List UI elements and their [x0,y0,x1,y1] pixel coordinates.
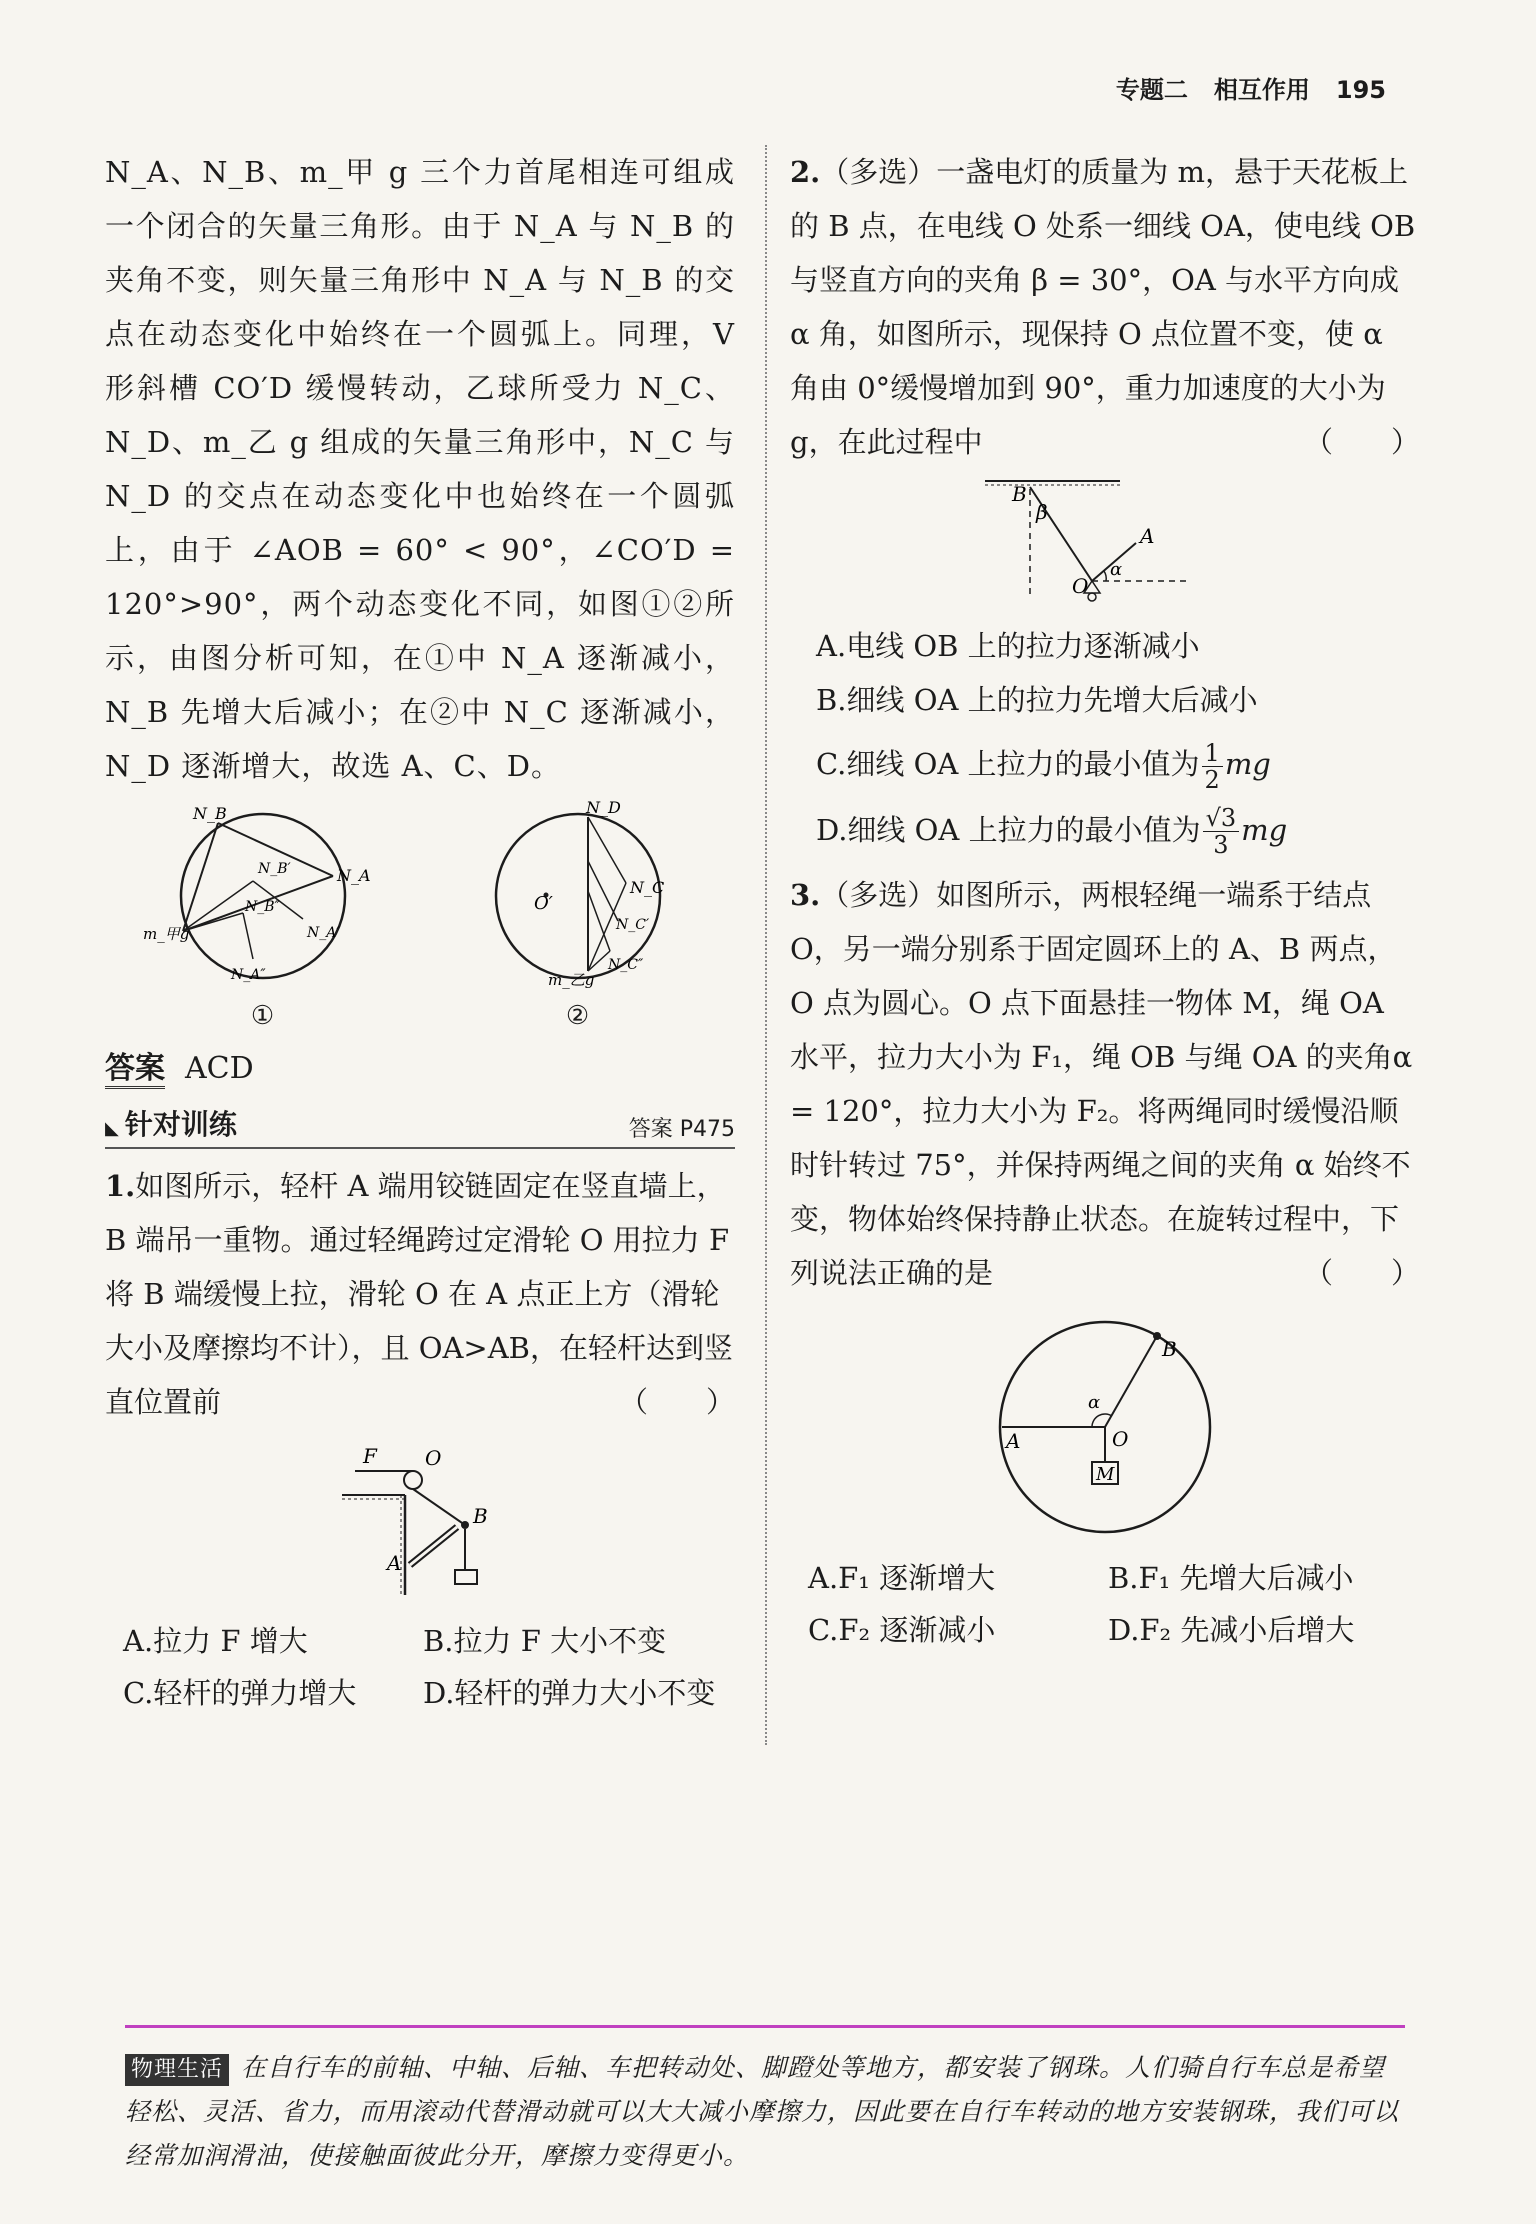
question-3 [790,868,1420,1656]
question-1-text: 如图所示，轻杆 A 端用铰链固定在竖直墙上，B 端吊一重物。通过轻绳跨过定滑轮 O 用拉力 F 将 B 端缓慢上拉，滑轮 O 在 A 点正上方（滑轮大小及摩擦均不计），且 OA>AB，在轻杆达到竖直位置前 [105,1169,733,1419]
fig2-label-nd: N_D [585,801,621,817]
question-3-option-c[interactable]: C.F₂ 逐渐减小 [808,1613,996,1647]
option-c-numerator: 1 [1202,740,1223,767]
figure-2 [458,801,698,1031]
question-1-option-d[interactable]: D.轻杆的弹力大小不变 [423,1676,716,1710]
q2-fig-label-o: O [1072,574,1089,598]
figure-1-diagram [143,801,383,1001]
answer-line [105,1043,735,1087]
question-1-option-a[interactable]: A.拉力 F 增大 [123,1624,308,1658]
fig1-label-5: N_A″ [230,967,266,983]
q1-fig-label-a: A [387,1551,402,1575]
q3-fig-label-o: O [1112,1427,1129,1451]
question-2-option-c-prefix: C.细线 OA 上拉力的最小值为 [816,747,1200,781]
right-column [790,145,1420,1656]
q3-fig-label-alpha: α [1088,1392,1101,1413]
q1-fig-label-o: O [425,1446,442,1470]
question-3-option-d[interactable]: D.F₂ 先减小后增大 [1108,1613,1355,1647]
question-3-option-b[interactable]: B.F₁ 先增大后减小 [1108,1561,1354,1595]
question-1 [105,1159,735,1719]
answer-label: 答案 [105,1051,165,1089]
fig2-label-5: N_C″ [607,957,643,973]
figure-1 [143,801,383,1031]
question-2-option-c[interactable] [816,737,1420,793]
question-2-option-b[interactable]: B.细线 OA 上的拉力先增大后减小 [816,683,1258,717]
question-2-number: 2. [790,155,821,189]
q1-fig-label-b: B [473,1504,488,1528]
question-3-options [790,1552,1420,1656]
running-header [1090,70,1386,105]
footer-tag: 物理生活 [125,2054,229,2086]
q3-fig-label-m: M [1096,1464,1115,1485]
question-2-option-d[interactable] [816,803,1420,859]
fig2-label-1: O′ [533,893,553,914]
left-column [105,145,735,1719]
question-3-text: （多选）如图所示，两根轻绳一端系于结点 O，另一端分别系于固定圆环上的 A、B 两点，O 点为圆心。O 点下面悬挂一物体 M，绳 OA 水平，拉力大小为 F₁，绳 OB 与绳 OA 的夹角α = 120°，拉力大小为 F₂。将两绳同时缓慢沿顺时针转过 75°，并保持两绳之间的夹角 α 始终不变，物体始终保持静止状态。在旋转过程中，下列说法正确的是 [790,878,1413,1290]
fig2-label-4: m_乙g [547,971,594,989]
q2-fig-label-beta: β [1036,500,1048,524]
question-1-number: 1. [105,1169,136,1203]
question-2-option-c-fraction [1202,740,1223,793]
question-1-options [105,1615,735,1719]
header-title: 相互作用 [1213,76,1310,104]
question-1-figure [105,1435,735,1615]
question-3-stem [790,868,1420,1300]
training-answer-ref: 答案 P475 [628,1117,735,1142]
question-2-stem [790,145,1420,469]
q3-fig-label-a: A [1006,1429,1021,1453]
question-1-option-b[interactable]: B.拉力 F 大小不变 [423,1624,667,1658]
question-2-figure [790,469,1420,619]
q2-fig-label-a: A [1140,524,1155,548]
fig2-label-3: N_C′ [615,917,649,933]
footer-text: 在自行车的前轴、中轴、后轴、车把转动处、脚蹬处等地方，都安装了钢珠。人们骑自行车总是希望轻松、灵活、省力，而用滚动代替滑动就可以大大减小摩擦力，因此要在自行车转动的地方安装钢珠，我们可以经常加润滑油，使接触面彼此分开，摩擦力变得更小。 [125,2053,1400,2170]
fig2-label-2: N_C [629,878,664,897]
option-c-denominator: 2 [1204,765,1220,794]
q2-fig-label-alpha: α [1110,559,1123,580]
question-3-number: 3. [790,878,821,912]
question-2-option-d-suffix: mg [1241,812,1288,847]
training-title: ◣ 针对训练 [105,1103,237,1143]
fig1-label-0: N_B [192,804,227,823]
footer-paragraph [125,2046,1405,2178]
column-divider [765,145,767,1745]
figure-2-diagram [458,801,698,1001]
header-topic: 专题二 [1115,76,1188,104]
physics-life-footer [125,2025,1405,2178]
training-header [105,1103,735,1149]
question-1-option-c[interactable]: C.轻杆的弹力增大 [123,1676,357,1710]
question-1-stem [105,1159,735,1429]
fig1-label-1: N_B′ [257,861,291,877]
figure-2-caption: ② [565,1001,590,1031]
question-2-option-a[interactable]: A.电线 OB 上的拉力逐渐减小 [816,629,1200,663]
option-d-numerator: √3 [1203,805,1240,832]
question-2-options [790,619,1420,858]
question-2-paren: （ ） [1303,425,1420,459]
question-2-option-d-fraction [1203,805,1240,858]
question-2-option-c-suffix: mg [1224,747,1271,781]
question-3-paren: （ ） [1303,1256,1420,1290]
fig1-label-6: N_A′ [306,925,340,941]
question-2-option-d-prefix: D.细线 OA 上拉力的最小值为 [816,812,1201,847]
q2-fig-label-b: B [1012,482,1027,506]
question-3-figure [790,1312,1420,1552]
solution-text: N_A、N_B、m_甲 g 三个力首尾相连可组成一个闭合的矢量三角形。由于 N_A 与 N_B 的夹角不变，则矢量三角形中 N_A 与 N_B 的交点在动态变化中始终在一个圆弧上。同理，V 形斜槽 CO′D 缓慢转动，乙球所受力 N_C、N_D、m_乙 g 组成的矢量三角形中，N_C 与 N_D 的交点在动态变化中也始终在一个圆弧上，由于 ∠AOB = 60° < 90°，∠CO′D = 120°>90°，两个动态变化不同，如图①②所示，由图分析可知，在①中 N_A 逐渐减小，N_B 先增大后减小；在②中 N_C 逐渐减小，N_D 逐渐增大，故选 A、C、D。 [105,155,735,783]
q3-fig-label-b: B [1162,1337,1177,1361]
solution-figures [105,801,735,1031]
fig1-label-2: N_B″ [244,899,280,915]
figure-1-caption: ① [250,1001,275,1031]
page-number: 195 [1335,76,1386,104]
q1-fig-label-f: F [363,1444,377,1468]
fig1-label-3: N_A [336,866,371,885]
question-1-paren: （ ） [618,1385,735,1419]
question-3-option-a[interactable]: A.F₁ 逐渐增大 [808,1561,996,1595]
question-2-text: （多选）一盏电灯的质量为 m，悬于天花板上的 B 点，在电线 O 处系一细线 OA，使电线 OB 与竖直方向的夹角 β = 30°，OA 与水平方向成 α 角，如图所示，现保持 O 点位置不变，使 α 角由 0°缓慢增加到 90°，重力加速度的大小为 g，在此过程中 [790,155,1416,459]
question-2 [790,145,1420,858]
answer-value: ACD [185,1051,254,1086]
fig1-label-4: m_甲g [142,925,189,943]
option-d-denominator: 3 [1213,831,1229,859]
